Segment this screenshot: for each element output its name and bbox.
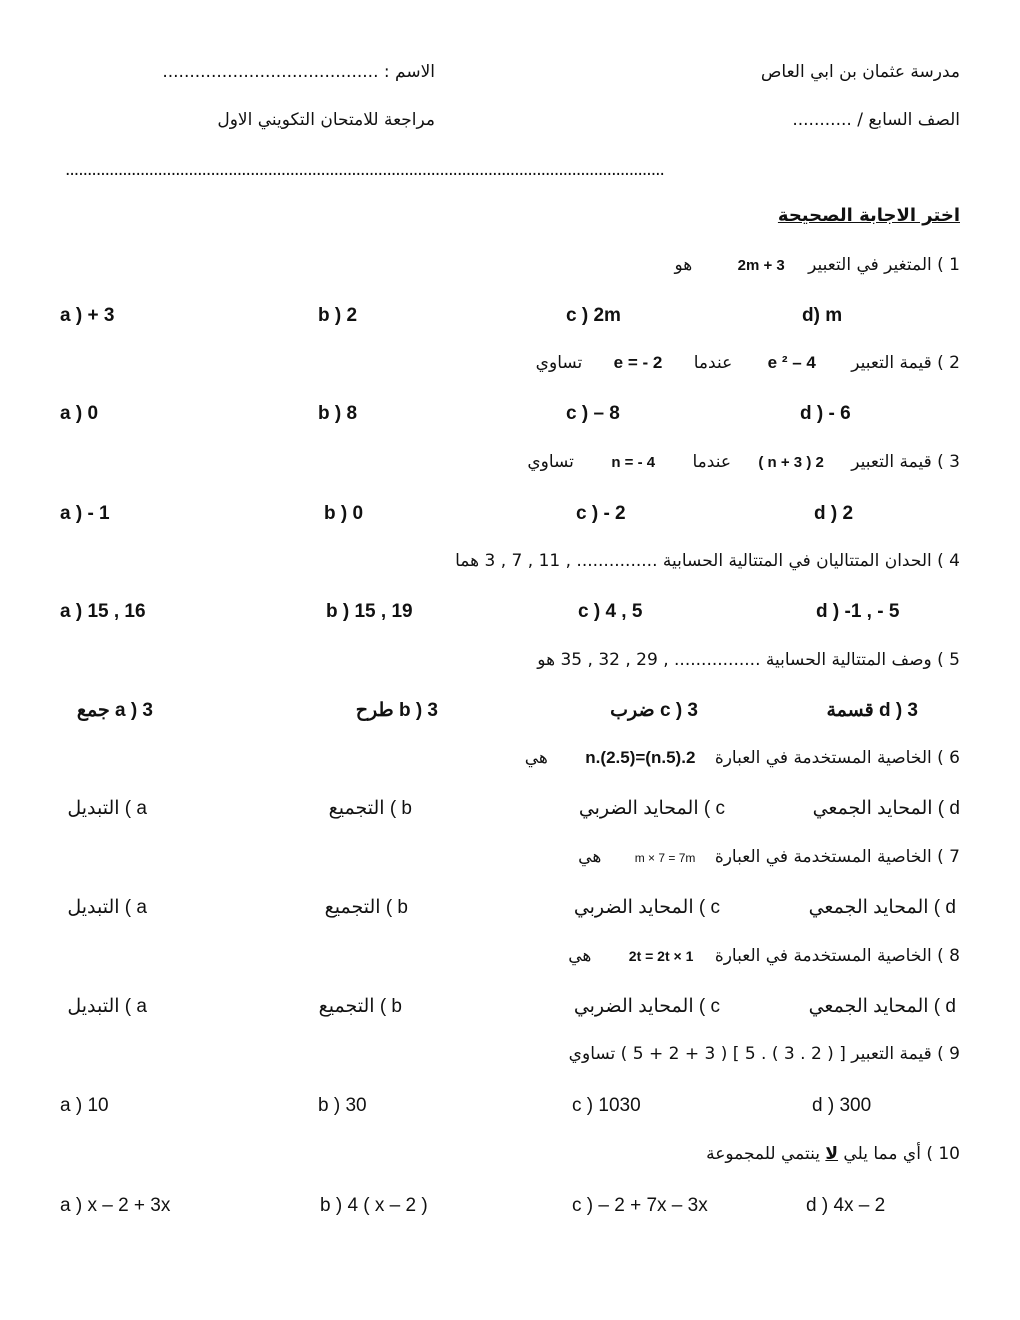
option-c[interactable]: c ) – 8 (566, 403, 620, 424)
option-c[interactable]: c ) – 2 + 7x – 3x (572, 1195, 708, 1216)
math-expression: 2m + 3 (737, 257, 785, 274)
option-d[interactable]: d ) - 6 (800, 403, 851, 424)
option-b[interactable]: b ) 4 ( x – 2 ) (320, 1195, 428, 1216)
question-stem: 6 ) الخاصية المستخدمة في العبارة (714, 748, 960, 768)
option-d[interactable]: d) m (802, 305, 843, 326)
option-c[interactable]: c ) المحايد الضربي (578, 798, 725, 819)
question-4: 4 ) الحدان المتتاليان في المتتالية الحسابية ............... , 11 , 7 , 3 هما (455, 551, 960, 571)
option-d[interactable]: d ) 300 (812, 1095, 872, 1116)
question-10 (706, 1144, 960, 1164)
question-stem: 1 ) المتغير في التعبير (808, 255, 960, 275)
math-expression: 2 ( n + 3 ) (758, 454, 824, 471)
option-a[interactable]: a ) 3 جمع (76, 700, 153, 721)
option-a[interactable]: a ) + 3 (60, 305, 115, 326)
question-mid: عندما (693, 353, 733, 373)
question-tail: تساوي (527, 452, 574, 472)
question-stem: 7 ) الخاصية المستخدمة في العبارة (714, 847, 960, 867)
question-7 (578, 847, 960, 867)
math-expression: e ² – 4 (767, 353, 816, 372)
option-b[interactable]: b ) 2 (318, 305, 358, 326)
math-condition: e = - 2 (613, 353, 663, 372)
option-d[interactable]: d ) 4x – 2 (806, 1195, 886, 1216)
option-d[interactable]: d ) المحايد الجمعي (808, 897, 956, 918)
option-b[interactable]: b ) 30 (318, 1095, 367, 1116)
option-a[interactable]: a ) التبديل (67, 897, 147, 918)
question-stem: 8 ) الخاصية المستخدمة في العبارة (714, 946, 960, 966)
math-expression: 2.(5.n)=(2.5).n (585, 748, 696, 767)
question-tail: هي (578, 847, 602, 867)
option-d[interactable]: d ) المحايد الجمعي (812, 798, 960, 819)
option-b[interactable]: b ) 3 طرح (355, 700, 438, 721)
option-d[interactable]: d ) -1 , - 5 (816, 601, 900, 622)
option-b[interactable]: b ) التجميع (328, 798, 412, 819)
question-tail: تساوي (535, 353, 583, 373)
option-a[interactable]: a ) التبديل (67, 798, 147, 819)
option-a[interactable]: a ) 15 , 16 (60, 601, 146, 622)
question-stem: 2 ) قيمة التعبير (851, 353, 960, 373)
question-8 (568, 946, 960, 966)
option-c[interactable]: c ) 2m (566, 305, 621, 326)
question-2 (536, 353, 960, 373)
option-a[interactable]: a ) التبديل (67, 996, 147, 1017)
option-c[interactable]: c ) 3 ضرب (610, 700, 698, 721)
negation-word: لا (825, 1144, 839, 1164)
question-stem-end: ينتمي للمجموعة (706, 1144, 826, 1164)
math-expression: m × 7 = 7m (634, 851, 696, 865)
option-b[interactable]: b ) التجميع (318, 996, 402, 1017)
option-a[interactable]: a ) x – 2 + 3x (60, 1195, 171, 1216)
option-d[interactable]: d ) المحايد الجمعي (808, 996, 956, 1017)
question-mid: عندما (692, 452, 731, 472)
option-a[interactable]: a ) 0 (60, 403, 99, 424)
option-b[interactable]: b ) 0 (324, 503, 364, 524)
option-a[interactable]: a ) 10 (60, 1095, 109, 1116)
question-1 (674, 255, 960, 275)
option-d[interactable]: d ) 3 قسمة (826, 700, 918, 721)
question-6 (525, 748, 960, 768)
question-tail: هي (568, 946, 592, 966)
math-condition: n = - 4 (611, 454, 656, 471)
student-name-field[interactable]: الاسم : ........................................ (162, 62, 435, 82)
option-c[interactable]: c ) المحايد الضربي (573, 897, 720, 918)
question-stem: 3 ) قيمة التعبير (851, 452, 960, 472)
option-c[interactable]: c ) - 2 (576, 503, 626, 524)
exam-title: مراجعة للامتحان التكويني الاول (217, 110, 435, 130)
math-expression: 1 × 2t = 2t (628, 948, 694, 964)
question-9: 9 ) قيمة التعبير [ ( 2 . 3 ) . 5 ] ( 3 + 2 + 5 ) تساوي (568, 1044, 960, 1064)
grade-field[interactable]: الصف السابع / ........... (792, 110, 960, 130)
question-tail: هو (674, 255, 693, 275)
dotted-separator: ........................................................................................................................................ (65, 160, 664, 180)
question-3 (527, 452, 960, 472)
question-5: 5 ) وصف المتتالية الحسابية ................ , 29 , 32 , 35 هو (537, 650, 960, 670)
school-name: مدرسة عثمان بن ابي العاص (760, 62, 960, 82)
option-c[interactable]: c ) 4 , 5 (578, 601, 643, 622)
option-b[interactable]: b ) 15 , 19 (326, 601, 413, 622)
option-a[interactable]: a ) - 1 (60, 503, 110, 524)
option-c[interactable]: c ) المحايد الضربي (573, 996, 720, 1017)
section-title: اختر الاجابة الصحيحة (777, 205, 960, 226)
option-b[interactable]: b ) 8 (318, 403, 358, 424)
question-stem: 10 ) أي مما يلي (838, 1144, 960, 1164)
option-b[interactable]: b ) التجميع (324, 897, 408, 918)
option-d[interactable]: d ) 2 (814, 503, 854, 524)
question-tail: هي (524, 748, 548, 768)
option-c[interactable]: c ) 1030 (572, 1095, 641, 1116)
